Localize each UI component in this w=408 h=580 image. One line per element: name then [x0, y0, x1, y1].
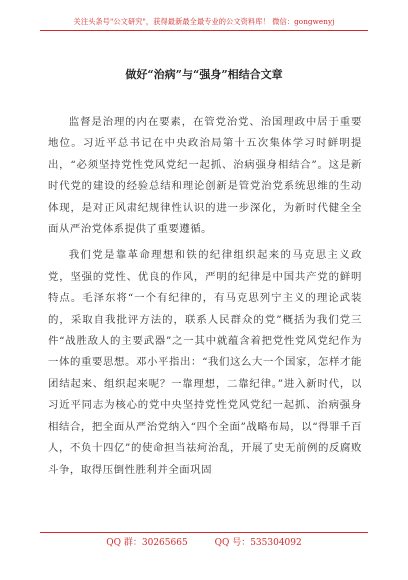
footer-divider — [40, 532, 368, 533]
footer-contact — [0, 535, 408, 548]
paragraph-2: 我们党是靠革命理想和铁的纪律组织起来的马克思主义政党，坚强的党性、优良的作风，严明的纪律是中国共产党的鲜明特点。毛泽东将“一个有纪律的，有马克思列宁主义的理论武装的，采取自我批评方法的，联系人民群众的党”概括为我们党三件“战胜敌人的主要武器”之一其中就蕴含着把党性党风党纪作为一体的重要思想。邓小平指出：“我们这么大一个国家，怎样才能团结起来、组织起来呢？一靠理想，二靠纪律。”进入新时代，以习近平同志为核心的党中央坚持党性党风党纪一起抓、治病强身相结合，把全面从严治党纳入“四个全面”战略布局，以“得罪千百人，不负十四亿”的使命担当祛疴治乱，开展了史无前例的反腐败斗争，取得压倒性胜利并全面巩固 — [48, 249, 362, 476]
paragraph-1: 监督是治理的内在要素，在管党治党、治国理政中居于重要地位。习近平总书记在中央政治局第十五次集体学习时鲜明提出，“必须坚持党性党风党纪一起抓、治病强身相结合”。这是新时代党的建设的经验总结和理论创新是管党治党系统思维的生动体现，是对正风肃纪规律性认识的进一步深化，为新时代健全全面从严治党体系提供了重要遵循。 — [48, 116, 362, 236]
footer-qq-group: QQ 群：30265665 — [106, 538, 188, 548]
header-divider — [40, 30, 368, 31]
document-body — [48, 112, 362, 486]
document-title: 做好“治病”与“强身”相结合文章 — [125, 68, 283, 81]
header-promo-note: 关注头条号"公文研究"，获得最新最全最专业的公文资料库！ 微信：gongwenyj — [73, 17, 335, 26]
footer-qq-number: QQ 号：535304092 — [214, 538, 302, 548]
